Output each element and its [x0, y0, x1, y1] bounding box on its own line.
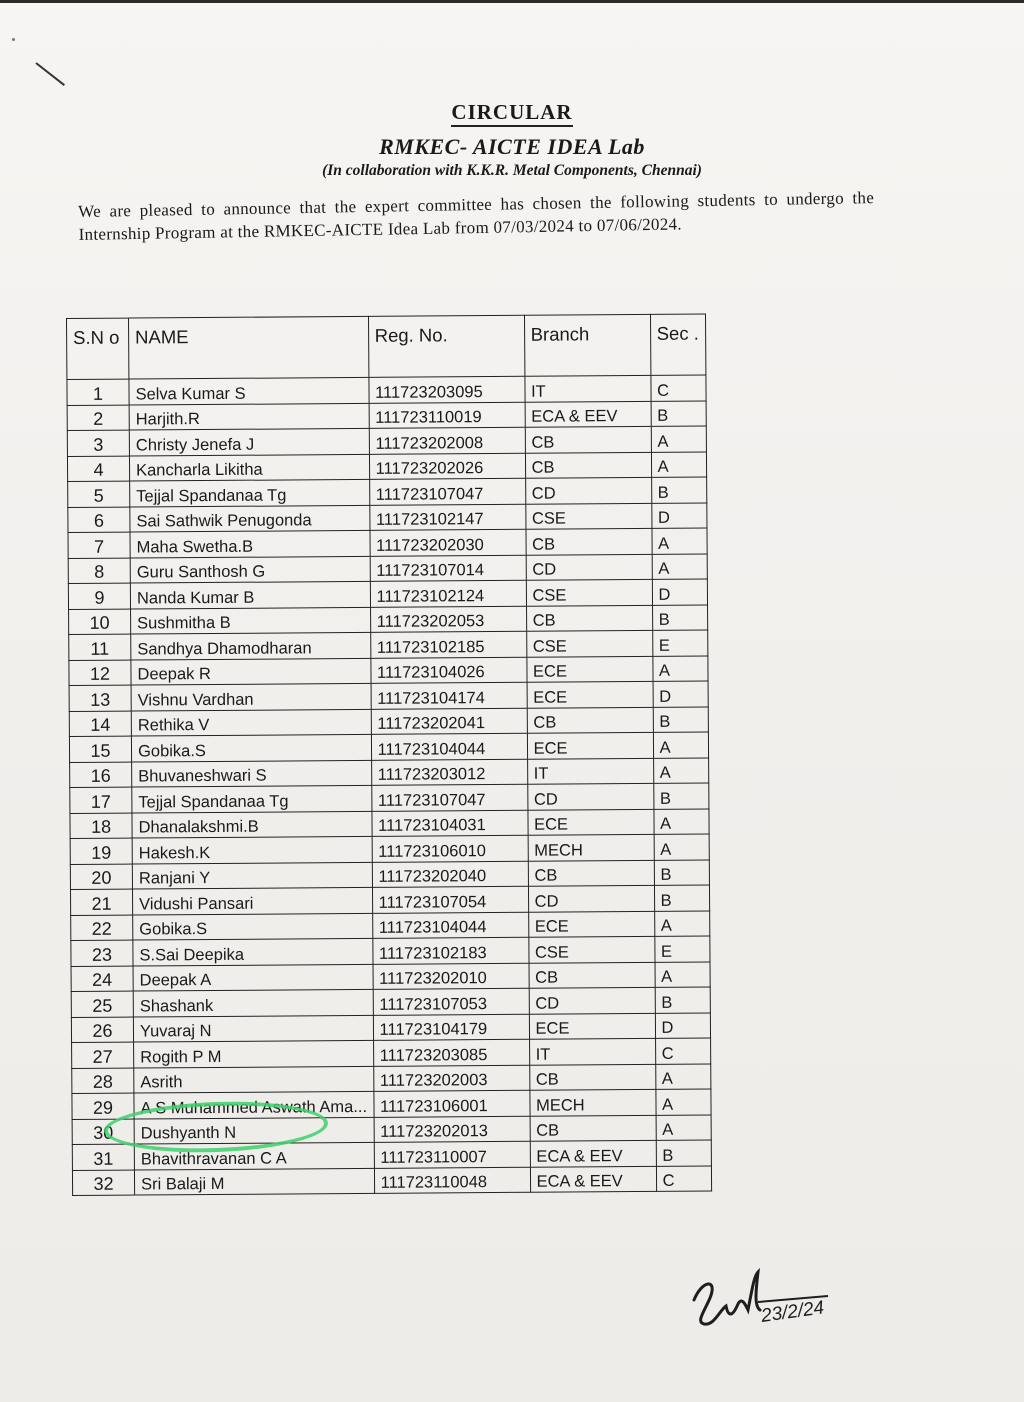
cell-sn: 22: [71, 915, 133, 941]
cell-reg: 111723104044: [371, 733, 527, 760]
cell-reg: 111723106001: [373, 1090, 529, 1117]
cell-sec: B: [654, 860, 709, 886]
cell-sn: 26: [71, 1017, 133, 1043]
cell-sec: E: [652, 630, 707, 656]
cell-branch: CD: [529, 987, 655, 1013]
cell-branch: CB: [529, 1064, 655, 1090]
cell-name: Ranjani Y: [132, 862, 372, 889]
cell-reg: 111723202030: [370, 529, 526, 556]
cell-branch: IT: [527, 758, 653, 784]
cell-sn: 23: [71, 940, 133, 966]
cell-sn: 3: [67, 430, 129, 456]
cell-name: Christy Jenefa J: [129, 428, 369, 455]
cell-branch: IT: [529, 1038, 655, 1064]
cell-reg: 111723102147: [369, 504, 525, 531]
cell-name: Kancharla Likitha: [129, 454, 369, 481]
cell-sec: C: [650, 375, 705, 401]
pen-mark: [35, 62, 65, 86]
cell-sn: 32: [72, 1170, 134, 1196]
cell-sec: B: [651, 477, 706, 503]
table-row: [67, 401, 706, 431]
signature-date: 23/2/24: [759, 1297, 826, 1327]
cell-sn: 18: [70, 813, 132, 839]
cell-branch: CB: [528, 860, 654, 886]
cell-reg: 111723107014: [370, 555, 526, 582]
cell-reg: 111723202026: [369, 453, 525, 480]
cell-sec: C: [656, 1166, 711, 1192]
cell-name: Sushmitha B: [131, 607, 371, 634]
cell-sn: 14: [69, 711, 131, 737]
cell-sn: 30: [72, 1119, 134, 1145]
cell-sec: D: [655, 1013, 710, 1039]
cell-branch: ECE: [528, 911, 654, 937]
cell-sn: 25: [71, 991, 133, 1017]
cell-name: Deepak R: [131, 658, 371, 685]
cell-reg: 111723106010: [372, 835, 528, 862]
cell-sec: A: [652, 554, 707, 580]
cell-name: Vidushi Pansari: [132, 887, 372, 914]
cell-sec: B: [653, 707, 708, 733]
cell-branch: CSE: [525, 503, 651, 529]
cell-reg: 111723202010: [373, 963, 529, 990]
cell-sn: 10: [69, 609, 131, 635]
student-table: [66, 314, 712, 1196]
cell-name: Sandhya Dhamodharan: [131, 632, 371, 659]
cell-sn: 17: [70, 787, 132, 813]
cell-sec: A: [654, 911, 709, 937]
cell-name: Deepak A: [133, 964, 373, 991]
cell-sec: B: [655, 987, 710, 1013]
cell-sec: B: [651, 401, 706, 427]
cell-branch: CD: [525, 477, 651, 503]
header-sn: S.N o: [67, 318, 129, 379]
header-branch: Branch: [524, 314, 650, 376]
cell-name: Hakesh.K: [132, 836, 372, 863]
cell-reg: 111723107054: [372, 886, 528, 913]
cell-name: Guru Santhosh G: [130, 556, 370, 583]
cell-sec: E: [654, 936, 709, 962]
cell-sec: A: [655, 1064, 710, 1090]
cell-branch: CD: [526, 554, 652, 580]
cell-sec: A: [653, 732, 708, 758]
cell-name: Gobika.S: [133, 913, 373, 940]
cell-branch: MECH: [528, 834, 654, 860]
cell-reg: 111723107047: [371, 784, 527, 811]
cell-sec: A: [653, 809, 708, 835]
cell-sn: 16: [70, 762, 132, 788]
cell-branch: ECE: [527, 681, 653, 707]
cell-name: Rethika V: [131, 709, 371, 736]
cell-sn: 13: [69, 685, 131, 711]
cell-reg: 111723104026: [370, 657, 526, 684]
cell-sec: A: [656, 1115, 711, 1141]
circular-title: CIRCULAR: [0, 100, 1024, 125]
header-name: NAME: [129, 316, 369, 379]
cell-reg: 111723202040: [372, 861, 528, 888]
cell-sec: C: [655, 1038, 710, 1064]
cell-name: Tejjal Spandanaa Tg: [130, 479, 370, 506]
cell-reg: 111723104179: [373, 1014, 529, 1041]
cell-sec: A: [651, 452, 706, 478]
cell-sn: 2: [67, 405, 129, 431]
cell-name: Yuvaraj N: [133, 1015, 373, 1042]
cell-name: Gobika.S: [131, 734, 371, 761]
cell-name: Harjith.R: [129, 403, 369, 430]
cell-sn: 4: [67, 456, 129, 482]
cell-name: Bhavithravanan C A: [134, 1142, 374, 1169]
cell-branch: CB: [525, 452, 651, 478]
cell-sn: 19: [70, 838, 132, 864]
cell-branch: ECE: [527, 732, 653, 758]
cell-sn: 5: [68, 481, 130, 507]
cell-sec: A: [653, 758, 708, 784]
cell-name: Dushyanth N: [134, 1117, 374, 1144]
cell-sn: 11: [69, 634, 131, 660]
cell-reg: 111723104174: [371, 682, 527, 709]
cell-sec: A: [652, 528, 707, 554]
cell-sec: B: [652, 605, 707, 631]
table-header-row: [67, 314, 706, 379]
cell-sec: A: [655, 962, 710, 988]
cell-reg: 111723110048: [374, 1167, 530, 1194]
cell-name: Vishnu Vardhan: [131, 683, 371, 710]
cell-branch: ECA & EEV: [530, 1140, 656, 1166]
cell-branch: CB: [530, 1115, 656, 1141]
cell-branch: CD: [528, 885, 654, 911]
cell-sn: 20: [70, 864, 132, 890]
cell-sn: 24: [71, 966, 133, 992]
cell-sn: 12: [69, 660, 131, 686]
cell-sec: B: [656, 1140, 711, 1166]
cell-name: Sri Balaji M: [134, 1168, 374, 1195]
cell-reg: 111723107053: [373, 988, 529, 1015]
cell-sn: 9: [68, 583, 130, 609]
cell-branch: ECE: [526, 656, 652, 682]
cell-name: Shashank: [133, 989, 373, 1016]
cell-branch: ECA & EEV: [530, 1166, 656, 1192]
cell-sec: D: [652, 579, 707, 605]
cell-sec: B: [654, 885, 709, 911]
paper-speck: [12, 38, 15, 41]
cell-reg: 111723102185: [370, 631, 526, 658]
cell-name: Bhuvaneshwari S: [132, 760, 372, 787]
cell-name: Tejjal Spandanaa Tg: [132, 785, 372, 812]
cell-reg: 111723104031: [371, 810, 527, 837]
top-edge-line: [0, 0, 1024, 3]
cell-sn: 27: [72, 1042, 134, 1068]
cell-sec: A: [654, 834, 709, 860]
cell-name: Nanda Kumar B: [130, 581, 370, 608]
cell-branch: CB: [525, 426, 651, 452]
cell-sec: A: [652, 656, 707, 682]
cell-sn: 7: [68, 532, 130, 558]
lab-title: RMKEC- AICTE IDEA Lab: [379, 134, 645, 159]
cell-name: S.Sai Deepika: [133, 938, 373, 965]
cell-reg: 111723202053: [370, 606, 526, 633]
cell-sn: 8: [68, 558, 130, 584]
cell-sn: 15: [69, 736, 131, 762]
cell-reg: 111723102183: [372, 937, 528, 964]
collaboration-line: (In collaboration with K.K.R. Metal Components, Chennai): [322, 162, 702, 179]
cell-sn: 6: [68, 507, 130, 533]
cell-reg: 111723202008: [369, 427, 525, 454]
cell-name: Sai Sathwik Penugonda: [130, 505, 370, 532]
cell-branch: CB: [526, 605, 652, 631]
signature: [688, 1266, 838, 1336]
cell-branch: ECE: [529, 1013, 655, 1039]
signature-scribble: [688, 1266, 838, 1336]
announcement-paragraph: We are pleased to announce that the expert committee has chosen the following students to undergo the Internship Program at the RMKEC-AICTE Idea Lab from 07/03/2024 to 07/06/2024.: [78, 188, 875, 244]
table-row: [72, 1166, 711, 1196]
cell-sn: 29: [72, 1093, 134, 1119]
cell-name: Maha Swetha.B: [130, 530, 370, 557]
cell-name: Rogith P M: [134, 1040, 374, 1067]
cell-branch: MECH: [529, 1089, 655, 1115]
cell-reg: 111723203095: [368, 376, 524, 403]
cell-branch: CB: [529, 962, 655, 988]
cell-reg: 111723102124: [370, 580, 526, 607]
header-sec: Sec .: [650, 314, 706, 375]
table-body: [67, 375, 711, 1195]
cell-sn: 1: [67, 379, 129, 405]
cell-sec: D: [653, 681, 708, 707]
cell-reg: 111723202003: [373, 1065, 529, 1092]
cell-reg: 111723203085: [373, 1039, 529, 1066]
cell-branch: CSE: [526, 630, 652, 656]
cell-branch: ECE: [527, 809, 653, 835]
cell-name: Selva Kumar S: [129, 377, 369, 404]
cell-branch: CD: [527, 783, 653, 809]
cell-sec: B: [653, 783, 708, 809]
cell-name: A S Muhammed Aswath Ama...: [134, 1091, 374, 1118]
cell-name: Asrith: [134, 1066, 374, 1093]
cell-sec: D: [651, 503, 706, 529]
cell-name: Dhanalakshmi.B: [132, 811, 372, 838]
cell-sn: 21: [70, 889, 132, 915]
cell-sec: A: [651, 426, 706, 452]
cell-branch: CSE: [526, 579, 652, 605]
cell-branch: CB: [526, 528, 652, 554]
cell-branch: CSE: [528, 936, 654, 962]
cell-branch: ECA & EEV: [525, 401, 651, 427]
cell-sn: 28: [72, 1068, 134, 1094]
cell-branch: IT: [524, 375, 650, 401]
cell-reg: 111723203012: [371, 759, 527, 786]
cell-reg: 111723110019: [369, 402, 525, 429]
cell-reg: 111723107047: [369, 478, 525, 505]
cell-sec: A: [655, 1089, 710, 1115]
header-reg: Reg. No.: [368, 315, 524, 377]
cell-reg: 111723202041: [371, 708, 527, 735]
cell-sn: 31: [72, 1144, 134, 1170]
cell-reg: 111723202013: [374, 1116, 530, 1143]
cell-reg: 111723104044: [372, 912, 528, 939]
cell-branch: CB: [527, 707, 653, 733]
cell-reg: 111723110007: [374, 1141, 530, 1168]
